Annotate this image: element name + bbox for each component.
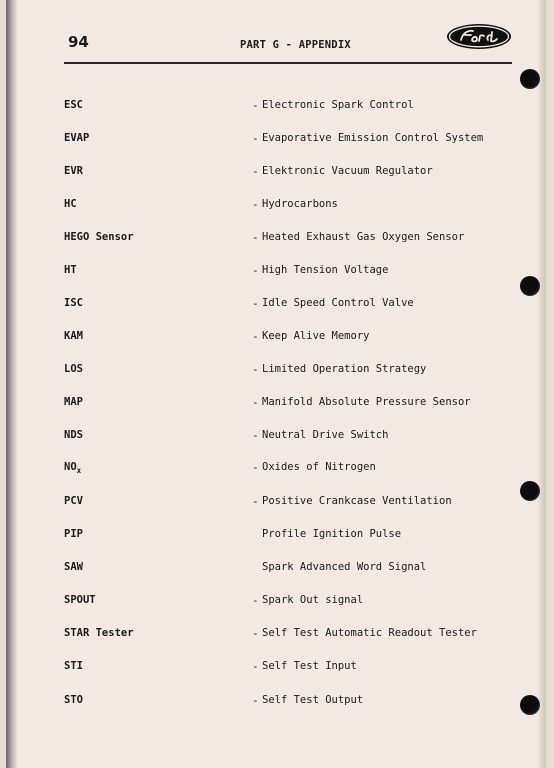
binding-shadow <box>6 0 18 768</box>
list-item <box>6 694 546 710</box>
list-item <box>6 198 546 214</box>
definition: Limited Operation Strategy <box>262 363 427 375</box>
definition: Elektronic Vacuum Regulator <box>262 165 433 177</box>
abbreviation-text: HT <box>64 264 77 276</box>
list-item <box>6 429 546 445</box>
abbreviation-text: STI <box>64 660 83 672</box>
abbreviation-text: NO <box>64 461 77 473</box>
definition: Keep Alive Memory <box>262 330 370 342</box>
separator-dash: - <box>252 330 259 343</box>
separator-dash: - <box>252 264 259 277</box>
list-item <box>6 297 546 313</box>
list-item <box>6 330 546 346</box>
abbreviation-text: STAR Tester <box>64 627 134 639</box>
list-item <box>6 99 546 115</box>
separator-dash: - <box>252 99 259 112</box>
definition: Self Test Input <box>262 660 357 672</box>
definition: Oxides of Nitrogen <box>262 461 376 473</box>
definition: Electronic Spark Control <box>262 99 414 111</box>
definition: Spark Out signal <box>262 594 364 606</box>
definition: Idle Speed Control Valve <box>262 297 414 309</box>
abbreviation <box>64 396 83 408</box>
abbreviation <box>64 330 83 342</box>
list-item <box>6 264 546 280</box>
header-rule <box>64 62 512 64</box>
definition: Positive Crankcase Ventilation <box>262 495 452 507</box>
abbreviation <box>64 264 77 276</box>
abbreviation-text: MAP <box>64 396 83 408</box>
definition: High Tension Voltage <box>262 264 389 276</box>
abbreviation <box>64 99 83 111</box>
list-item <box>6 561 546 577</box>
abbreviation-text: PIP <box>64 528 83 540</box>
separator-dash: - <box>252 396 259 409</box>
abbreviation <box>64 694 83 706</box>
abbreviation <box>64 561 83 573</box>
abbreviation-text: ISC <box>64 297 83 309</box>
abbreviation-text: LOS <box>64 363 83 375</box>
definition: Neutral Drive Switch <box>262 429 389 441</box>
abbreviation-text: HC <box>64 198 77 210</box>
separator-dash: - <box>252 594 259 607</box>
list-item <box>6 363 546 379</box>
definition: Spark Advanced Word Signal <box>262 561 427 573</box>
list-item <box>6 165 546 181</box>
list-item <box>6 461 546 477</box>
definition: Hydrocarbons <box>262 198 338 210</box>
separator-dash: - <box>252 231 259 244</box>
abbreviation <box>64 198 77 210</box>
abbreviation-text: KAM <box>64 330 83 342</box>
abbreviation-text: SAW <box>64 561 83 573</box>
page-title: PART G - APPENDIX <box>240 39 351 51</box>
list-item <box>6 528 546 544</box>
separator-dash: - <box>252 627 259 640</box>
abbreviation <box>64 660 83 672</box>
abbreviation <box>64 231 134 243</box>
abbreviation <box>64 429 83 441</box>
separator-dash: - <box>252 461 259 474</box>
separator-dash: - <box>252 495 259 508</box>
abbreviation-subscript: x <box>76 466 82 475</box>
abbreviation-text: HEGO Sensor <box>64 231 134 243</box>
ford-logo <box>446 23 512 50</box>
list-item <box>6 660 546 676</box>
separator-dash: - <box>252 660 259 673</box>
abbreviation <box>64 363 83 375</box>
abbreviation <box>64 461 81 475</box>
page-edge <box>538 0 546 768</box>
list-item <box>6 132 546 148</box>
separator-dash: - <box>252 694 259 707</box>
binder-hole <box>520 69 540 89</box>
list-item <box>6 495 546 511</box>
list-item <box>6 594 546 610</box>
abbreviation <box>64 165 83 177</box>
abbreviation-text: NDS <box>64 429 83 441</box>
definition: Heated Exhaust Gas Oxygen Sensor <box>262 231 465 243</box>
abbreviation-text: PCV <box>64 495 83 507</box>
abbreviation <box>64 297 83 309</box>
page-number: 94 <box>68 33 89 51</box>
definition: Self Test Automatic Readout Tester <box>262 627 477 639</box>
abbreviation-text: STO <box>64 694 83 706</box>
definition: Manifold Absolute Pressure Sensor <box>262 396 471 408</box>
separator-dash: - <box>252 297 259 310</box>
definition: Profile Ignition Pulse <box>262 528 402 540</box>
definition: Self Test Output <box>262 694 364 706</box>
definition: Evaporative Emission Control System <box>262 132 484 144</box>
abbreviation-text: EVAP <box>64 132 90 144</box>
abbreviation-text: EVR <box>64 165 83 177</box>
separator-dash: - <box>252 132 259 145</box>
abbreviation <box>64 627 134 639</box>
abbreviation-text: SPOUT <box>64 594 96 606</box>
abbreviation <box>64 594 96 606</box>
abbreviation-text: ESC <box>64 99 83 111</box>
separator-dash: - <box>252 198 259 211</box>
document-page <box>6 0 546 768</box>
abbreviation <box>64 495 83 507</box>
list-item <box>6 231 546 247</box>
separator-dash: - <box>252 363 259 376</box>
separator-dash: - <box>252 429 259 442</box>
separator-dash: - <box>252 165 259 178</box>
abbreviation <box>64 132 89 144</box>
abbreviation <box>64 528 83 540</box>
list-item <box>6 396 546 412</box>
list-item <box>6 627 546 643</box>
